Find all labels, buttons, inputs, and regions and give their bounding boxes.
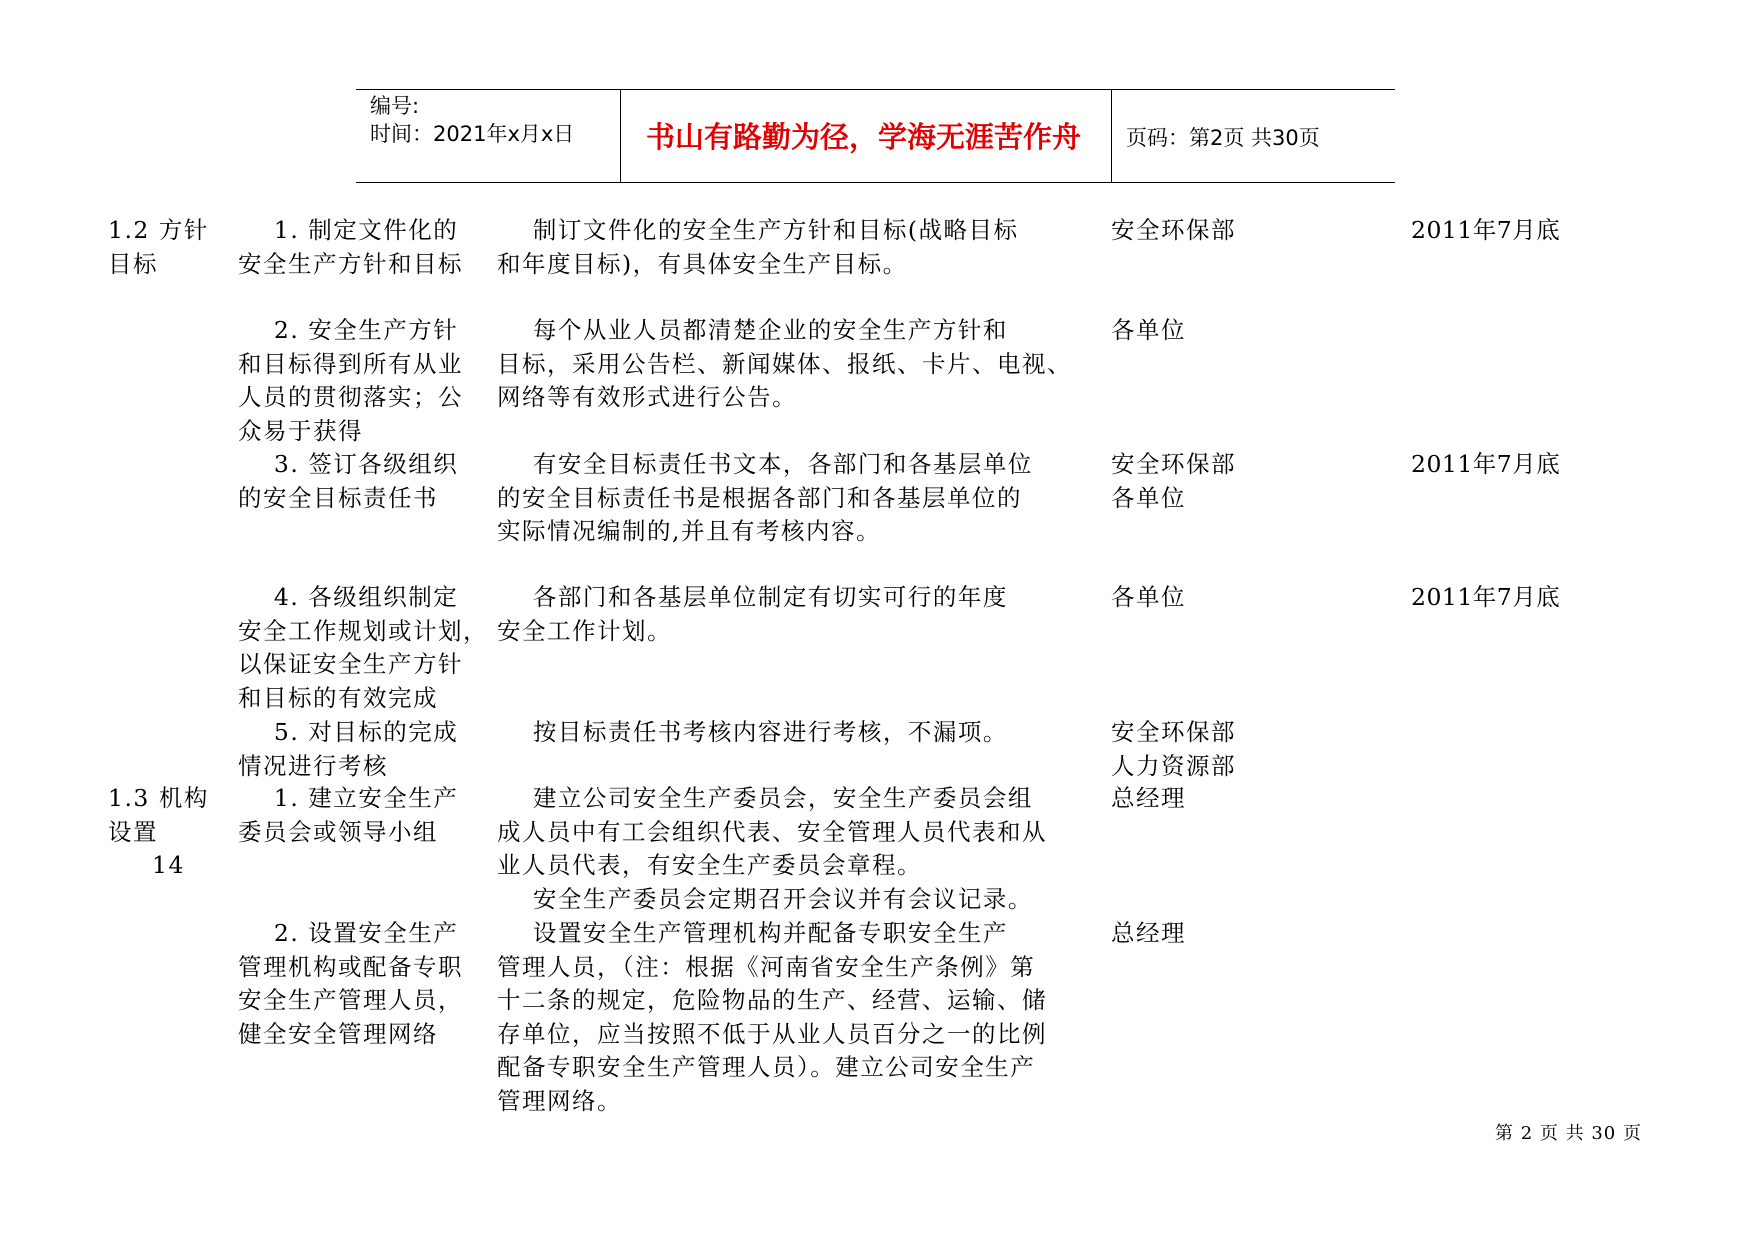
- content-text: 各部门和各基层单位制定有切实可行的年度 安全工作计划。: [497, 583, 1008, 645]
- item-text: 5. 对目标的完成 情况进行考核: [238, 718, 459, 780]
- content-text: 按目标责任书考核内容进行考核，不漏项。: [497, 718, 1008, 746]
- item-text: 4. 各级组织制定 安全工作规划或计划， 以保证安全生产方针 和目标的有效完成: [238, 583, 488, 712]
- content-text: 建立公司安全生产委员会，安全生产委员会组 成人员中有工会组织代表、安全管理人员代表和从 业人员代表，有安全生产委员会章程。 安全生产委员会定期召开会议并有会议记录。: [497, 784, 1047, 913]
- document-time-label: 时间：2021年x月x日: [370, 122, 575, 146]
- header-motto: 书山有路勤为径，学海无涯苦作舟: [646, 120, 1082, 154]
- header-divider-left: [620, 89, 621, 183]
- section-1-2-label: 1.2 方针 目标: [108, 216, 209, 278]
- header-divider-right: [1111, 89, 1112, 183]
- content-text: 每个从业人员都清楚企业的安全生产方针和 目标，采用公告栏、新闻媒体、报纸、卡片、电视、 网络等有效形式进行公告。: [497, 316, 1072, 411]
- page-code: 页码：第2页 共30页: [1126, 126, 1320, 150]
- department-text: 各单位: [1111, 583, 1186, 611]
- department-text: 安全环保部 各单位: [1111, 450, 1236, 512]
- deadline-text: 2011年7月底: [1411, 583, 1561, 611]
- department-text: 安全环保部: [1111, 216, 1236, 244]
- department-text: 安全环保部 人力资源部: [1111, 718, 1236, 780]
- content-text: 制订文件化的安全生产方针和目标(战略目标 和年度目标)，有具体安全生产目标。: [497, 216, 1019, 278]
- header-top-rule: [356, 89, 1395, 90]
- document-number-label: 编号:: [370, 94, 420, 118]
- section-1-3-score: 14: [152, 851, 185, 879]
- item-text: 2. 设置安全生产 管理机构或配备专职 安全生产管理人员， 健全安全管理网络: [238, 919, 463, 1048]
- item-text: 1. 制定文件化的 安全生产方针和目标: [238, 216, 463, 278]
- content-text: 设置安全生产管理机构并配备专职安全生产 管理人员，（注：根据《河南省安全生产条例》第 十二条的规定，危险物品的生产、经营、运输、储 存单位，应当按照不低于从业人员百分之一的比例 配备专职安全生产管理人员）。建立公司安全生产 管理网络。: [497, 919, 1047, 1115]
- department-text: 总经理: [1111, 919, 1186, 947]
- deadline-text: 2011年7月底: [1411, 450, 1561, 478]
- item-text: 2. 安全生产方针 和目标得到所有从业 人员的贯彻落实；公 众易于获得: [238, 316, 463, 445]
- content-text: 有安全目标责任书文本，各部门和各基层单位 的安全目标责任书是根据各部门和各基层单位的 实际情况编制的,并且有考核内容。: [497, 450, 1033, 545]
- department-text: 各单位: [1111, 316, 1186, 344]
- deadline-text: 2011年7月底: [1411, 216, 1561, 244]
- header-bottom-rule: [356, 182, 1395, 183]
- item-text: 1. 建立安全生产 委员会或领导小组: [238, 784, 459, 846]
- department-text: 总经理: [1111, 784, 1186, 812]
- item-text: 3. 签订各级组织 的安全目标责任书: [238, 450, 459, 512]
- page-footer: 第 2 页 共 30 页: [1495, 1123, 1642, 1144]
- section-1-3-label: 1.3 机构 设置 14: [108, 782, 209, 883]
